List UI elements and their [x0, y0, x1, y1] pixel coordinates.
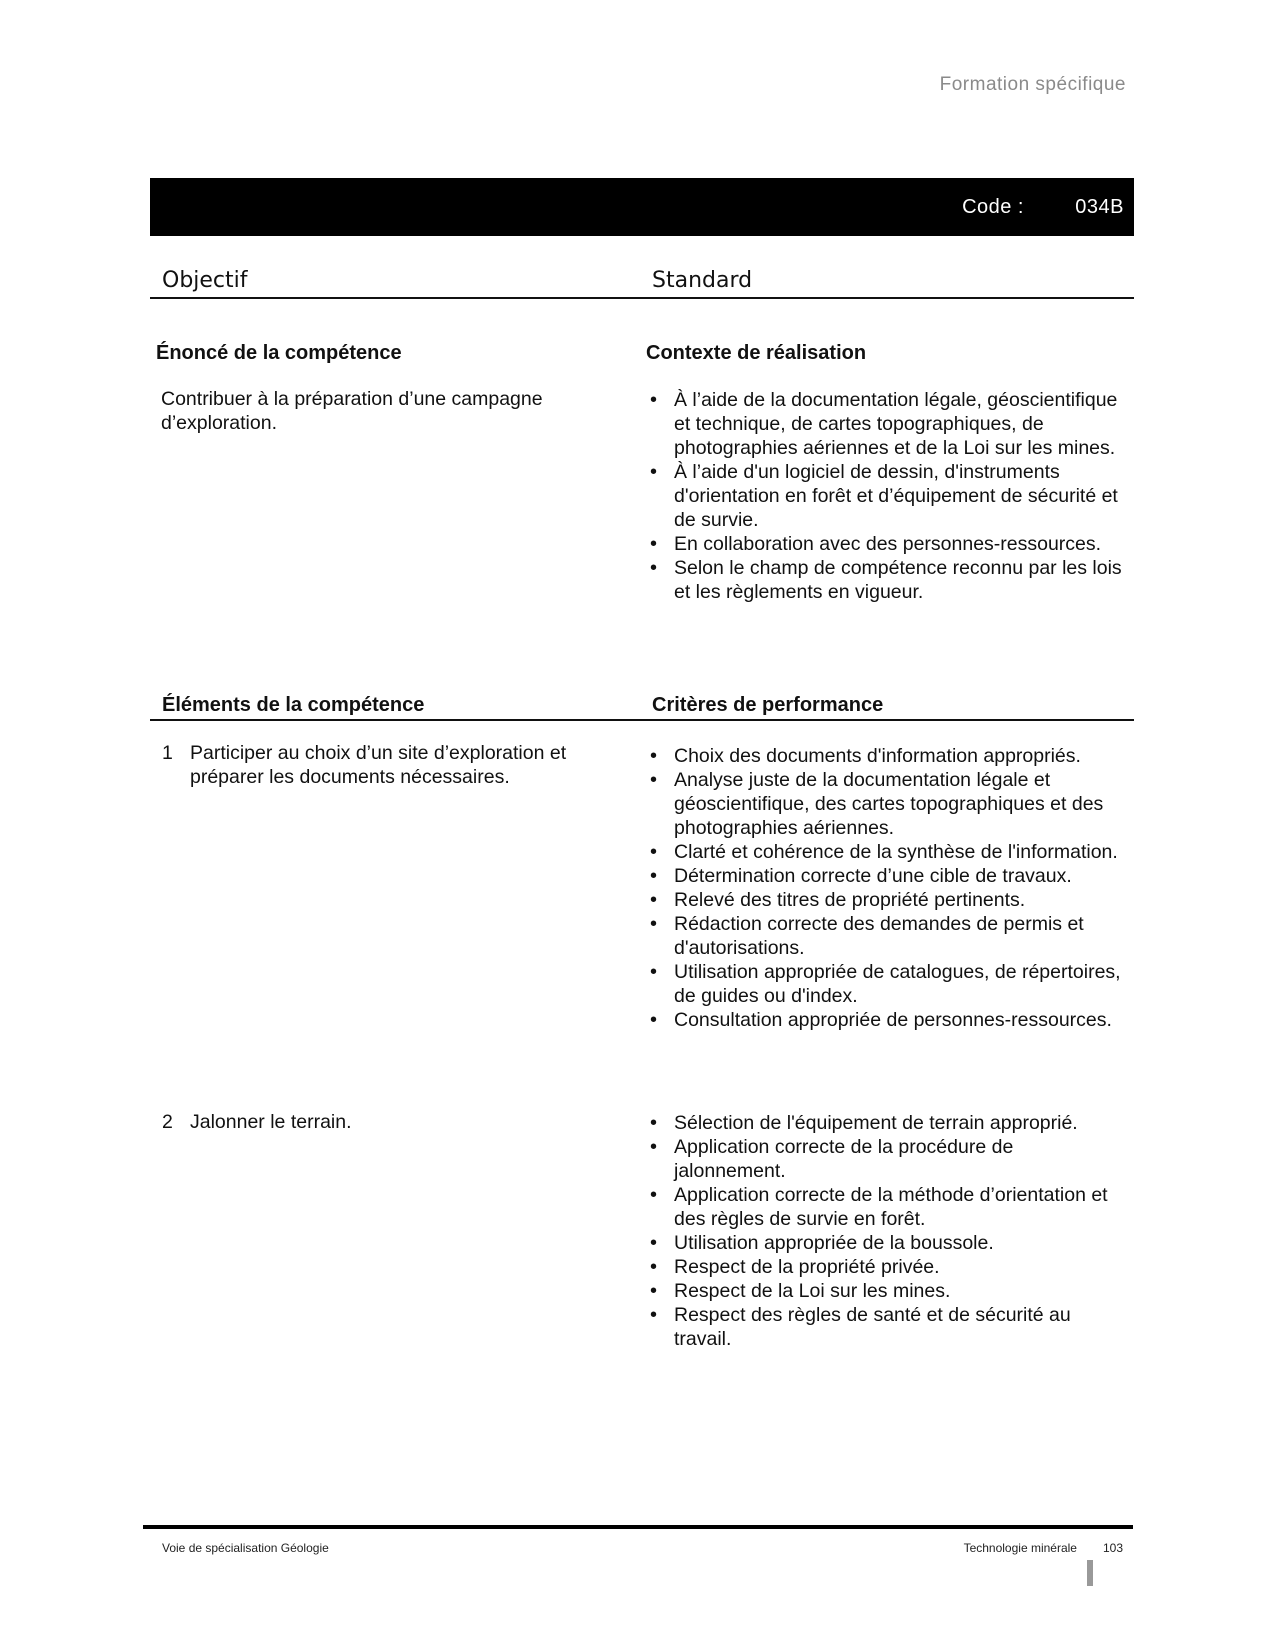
list-item: • Consultation appropriée de personnes-ressources. [646, 1008, 1126, 1032]
list-item: • Respect des règles de santé et de sécurité au travail. [646, 1303, 1126, 1351]
list-item: • Rédaction correcte des demandes de permis et d'autorisations. [646, 912, 1126, 960]
list-item: • Utilisation appropriée de la boussole. [646, 1231, 1126, 1255]
list-item: • Utilisation appropriée de catalogues, de répertoires, de guides ou d'index. [646, 960, 1126, 1008]
page-number: 103 [1102, 1541, 1123, 1555]
context-list [646, 388, 1126, 604]
list-item: • Application correcte de la méthode d’orientation et des règles de survie en forêt. [646, 1183, 1126, 1231]
list-item: • À l’aide d'un logiciel de dessin, d'instruments d'orientation en forêt et d’équipement de sécurité et de survie. [646, 460, 1126, 532]
element-text: Jalonner le terrain. [190, 1111, 352, 1133]
footer-rule [143, 1525, 1133, 1529]
list-item: • Application correcte de la procédure de jalonnement. [646, 1135, 1126, 1183]
list-item: • Analyse juste de la documentation légale et géoscientifique, des cartes topographiques et des photographies aériennes. [646, 768, 1126, 840]
column-heading-standard: Standard [652, 268, 753, 293]
list-item: • Clarté et cohérence de la synthèse de l'information. [646, 840, 1126, 864]
competence-element-1 [162, 741, 602, 789]
footer-program: Technologie minérale [963, 1541, 1077, 1555]
list-item: • À l’aide de la documentation légale, géoscientifique et technique, de cartes topographiques, de photographies aériennes et de la Loi sur les mines. [646, 388, 1126, 460]
element-number: 2 [162, 1111, 173, 1133]
list-item: • Détermination correcte d’une cible de travaux. [646, 864, 1126, 888]
code-value: 034B [1075, 196, 1124, 218]
code-bar [150, 178, 1134, 236]
competence-title: Énoncé de la compétence [156, 342, 402, 364]
criteria-list-2 [646, 1111, 1126, 1351]
list-item: • Respect de la propriété privée. [646, 1255, 1126, 1279]
competence-element-2 [162, 1110, 602, 1134]
running-header: Formation spécifique [939, 74, 1126, 95]
list-item: • Selon le champ de compétence reconnu par les lois et les règlements en vigueur. [646, 556, 1126, 604]
footer-right [964, 1541, 1123, 1555]
list-item: • Respect de la Loi sur les mines. [646, 1279, 1126, 1303]
heading-rule [150, 297, 1134, 299]
context-title: Contexte de réalisation [646, 342, 867, 364]
criteria-list-1 [646, 744, 1126, 1032]
elements-title: Éléments de la compétence [162, 694, 425, 716]
list-item: • Choix des documents d'information appropriés. [646, 744, 1126, 768]
code-label: Code : [962, 196, 1024, 218]
criteria-title: Critères de performance [652, 694, 884, 716]
column-heading-objectif: Objectif [162, 268, 248, 293]
element-number: 1 [162, 742, 173, 764]
competence-statement: Contribuer à la préparation d’une campagne d’exploration. [161, 388, 543, 434]
page-marker [1087, 1560, 1093, 1586]
element-text: Participer au choix d’un site d’exploration et préparer les documents nécessaires. [190, 742, 567, 788]
list-item: • Relevé des titres de propriété pertinents. [646, 888, 1126, 912]
section-rule [150, 719, 1134, 721]
list-item: • En collaboration avec des personnes-ressources. [646, 532, 1126, 556]
footer-track: Voie de spécialisation Géologie [162, 1541, 329, 1555]
list-item: • Sélection de l'équipement de terrain approprié. [646, 1111, 1126, 1135]
